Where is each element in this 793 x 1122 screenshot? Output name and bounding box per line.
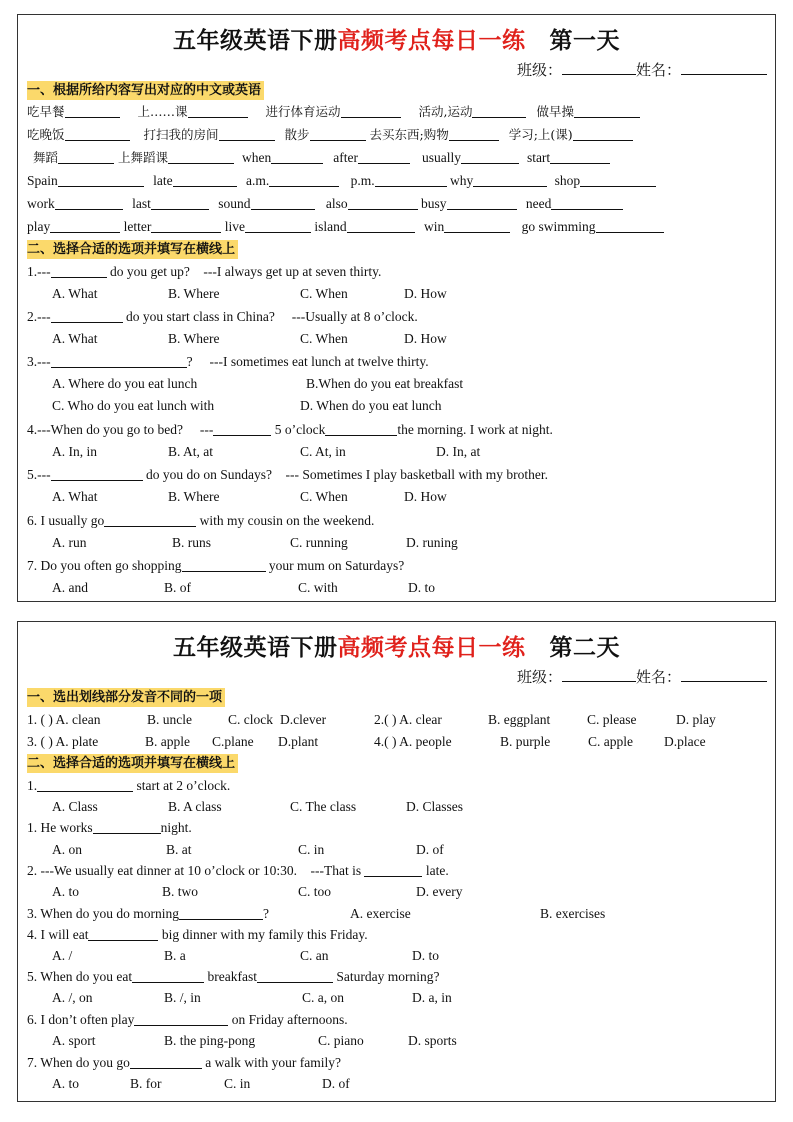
text-fragment: 5.--- (27, 467, 51, 482)
option[interactable]: C. When (300, 489, 348, 504)
question (27, 352, 429, 372)
answer-blank[interactable] (51, 308, 123, 323)
text-fragment: do you get up? (110, 264, 190, 279)
option[interactable]: B. apple (145, 734, 190, 749)
text-fragment: 高频考点每日一练 (337, 27, 526, 54)
text-fragment: 2.--- (27, 309, 51, 324)
text-fragment: 进行体育运动 (265, 104, 341, 119)
vocab-row (27, 102, 640, 122)
question (27, 307, 418, 327)
vocab-row (27, 148, 610, 168)
option[interactable]: B. two (162, 884, 199, 899)
text-fragment: ? (186, 354, 193, 369)
question (27, 925, 368, 945)
text-fragment: 1. (27, 778, 38, 793)
answer-blank[interactable] (51, 353, 187, 368)
answer-blank[interactable] (271, 149, 323, 164)
answer-blank[interactable] (55, 195, 123, 210)
text-fragment: 第二天 (549, 634, 620, 661)
answer-blank[interactable] (257, 968, 333, 983)
answer-blank[interactable] (341, 103, 401, 118)
option[interactable]: B. the ping-pong (164, 1033, 256, 1048)
text-fragment: 姓名： (635, 61, 681, 79)
option[interactable]: B. A class (168, 799, 222, 814)
worksheet-day-1 (17, 14, 776, 602)
option[interactable]: B. Where (168, 489, 220, 504)
text-fragment: on Friday afternoons. (231, 1012, 348, 1027)
answer-blank[interactable] (375, 172, 447, 187)
class-name-line (517, 59, 767, 80)
option[interactable]: D. of (416, 842, 444, 857)
option[interactable]: D. a, in (412, 990, 452, 1005)
option[interactable]: B. at (166, 842, 192, 857)
option[interactable]: D. sports (408, 1033, 457, 1048)
text-fragment: do you do on Sundays? (146, 467, 272, 482)
answer-blank[interactable] (182, 557, 266, 572)
option[interactable]: C. When (300, 331, 348, 346)
text-fragment: ---Usually at 8 o’clock. (291, 309, 418, 324)
worksheet-title (18, 22, 775, 55)
option[interactable]: B. purple (500, 734, 551, 749)
text-fragment: 第一天 (549, 27, 620, 54)
text-fragment: 1.--- (27, 264, 51, 279)
question (27, 420, 553, 440)
text-fragment: 7. When do you go (27, 1055, 130, 1070)
answer-blank[interactable] (151, 195, 209, 210)
text-fragment: your mum on Saturdays? (268, 558, 405, 573)
answer-blank[interactable] (245, 218, 311, 233)
option[interactable]: A. exercise (350, 906, 411, 921)
vocab-row (27, 194, 623, 214)
worksheet-title (18, 629, 775, 662)
vocab-row (27, 125, 633, 145)
text-fragment: last (132, 196, 151, 211)
answer-blank[interactable] (168, 149, 234, 164)
text-fragment: ---I always get up at seven thirty. (203, 264, 382, 279)
option[interactable]: A. on (52, 842, 82, 857)
class-name-line (517, 666, 767, 687)
option[interactable]: A. What (52, 331, 98, 346)
option[interactable]: D. of (322, 1076, 350, 1091)
option[interactable]: C. The class (290, 799, 357, 814)
option[interactable]: C. with (298, 580, 338, 595)
text-fragment: p.m. (350, 173, 375, 188)
option[interactable]: D. Classes (406, 799, 463, 814)
worksheet-day-2 (17, 621, 776, 1102)
option[interactable]: C. a, on (302, 990, 344, 1005)
section-heading: 二、选择合适的选项并填写在横线上 (27, 240, 238, 259)
question (27, 818, 192, 838)
option[interactable]: A. Where do you eat lunch (52, 376, 198, 391)
pron-item[interactable]: 3. ( ) A. plate (27, 734, 99, 749)
question (27, 861, 449, 881)
option[interactable]: D. How (404, 489, 447, 504)
option[interactable]: C. an (300, 948, 329, 963)
text-fragment: breakfast (207, 969, 257, 984)
option[interactable]: C. piano (318, 1033, 364, 1048)
answer-blank[interactable] (348, 195, 418, 210)
question (27, 465, 548, 485)
text-fragment: 散步 (284, 127, 310, 142)
text-fragment: do you start class in China? (126, 309, 275, 324)
option[interactable]: C. in (224, 1076, 251, 1091)
vocab-row (27, 217, 664, 237)
answer-blank[interactable] (473, 172, 547, 187)
text-fragment: 5. When do you eat (27, 969, 133, 984)
answer-blank[interactable] (93, 819, 161, 834)
option[interactable]: D. to (408, 580, 435, 595)
option[interactable]: B. eggplant (488, 712, 551, 727)
answer-blank[interactable] (50, 218, 120, 233)
text-fragment: after (333, 150, 358, 165)
answer-blank[interactable] (51, 263, 107, 278)
text-fragment: 吃晚饭 (27, 127, 65, 142)
text-fragment: 6. I don’t often play (27, 1012, 135, 1027)
text-fragment: Spain (27, 173, 58, 188)
text-fragment: 1. He works (27, 820, 93, 835)
option[interactable]: C. clock (228, 712, 273, 727)
answer-blank[interactable] (58, 172, 144, 187)
answer-blank[interactable] (51, 466, 143, 481)
answer-blank[interactable] (88, 926, 158, 941)
option[interactable]: D.place (664, 734, 706, 749)
text-fragment: 五年级英语下册 (173, 634, 338, 661)
option[interactable]: A. run (52, 535, 87, 550)
option[interactable]: B. for (130, 1076, 162, 1091)
class-blank[interactable] (562, 667, 636, 682)
option[interactable]: C. please (587, 712, 637, 727)
text-fragment: big dinner with my family this Friday. (161, 927, 368, 942)
option[interactable]: B. uncle (147, 712, 192, 727)
option[interactable]: A. What (52, 489, 98, 504)
text-fragment: 2. ---We usually eat dinner at 10 o’clock or 10:30. (27, 863, 297, 878)
text-fragment: letter (123, 219, 152, 234)
option[interactable]: A. /, on (52, 990, 93, 1005)
text-fragment: busy (421, 196, 447, 211)
answer-blank[interactable] (188, 103, 248, 118)
option[interactable]: A. to (52, 884, 79, 899)
text-fragment: 6. I usually go (27, 513, 105, 528)
question (27, 556, 404, 576)
text-fragment: a.m. (246, 173, 270, 188)
text-fragment: ? (263, 906, 269, 921)
option[interactable]: C. running (290, 535, 348, 550)
text-fragment: the morning. I work at night. (397, 422, 553, 437)
section-heading: 一、选出划线部分发音不同的一项 (27, 688, 225, 707)
text-fragment: 吃早餐 (27, 104, 65, 119)
option[interactable]: D. play (676, 712, 716, 727)
answer-blank[interactable] (132, 968, 204, 983)
option[interactable]: A. / (52, 948, 73, 963)
text-fragment: late. (425, 863, 449, 878)
option[interactable]: B. Where (168, 286, 220, 301)
text-fragment: 4. I will eat (27, 927, 89, 942)
answer-blank[interactable] (219, 126, 275, 141)
option[interactable]: D.clever (280, 712, 327, 727)
option[interactable]: A. to (52, 1076, 79, 1091)
section-heading: 二、选择合适的选项并填写在横线上 (27, 754, 238, 773)
answer-blank[interactable] (447, 195, 517, 210)
answer-blank[interactable] (37, 777, 133, 792)
option[interactable]: A. and (52, 580, 88, 595)
text-fragment: island (314, 219, 347, 234)
option[interactable]: D. How (404, 331, 447, 346)
pron-item[interactable]: 2.( ) A. clear (374, 712, 442, 727)
answer-blank[interactable] (58, 149, 114, 164)
text-fragment: late (153, 173, 173, 188)
option[interactable]: B. Where (168, 331, 220, 346)
option[interactable]: A. What (52, 286, 98, 301)
text-fragment: 班级： (516, 61, 562, 79)
option[interactable]: B. of (164, 580, 191, 595)
answer-blank[interactable] (472, 103, 526, 118)
text-fragment: --- (199, 422, 214, 437)
text-fragment: Saturday morning? (336, 969, 440, 984)
option[interactable]: D. How (404, 286, 447, 301)
answer-blank[interactable] (151, 218, 221, 233)
text-fragment: 3.--- (27, 354, 51, 369)
answer-blank[interactable] (596, 218, 664, 233)
answer-blank[interactable] (347, 218, 415, 233)
text-fragment: live (224, 219, 245, 234)
option[interactable]: D. In, at (436, 444, 481, 459)
text-fragment: 舞蹈 (33, 150, 59, 165)
option[interactable]: C. When (300, 286, 348, 301)
question (27, 776, 230, 796)
answer-blank[interactable] (65, 126, 130, 141)
answer-blank[interactable] (173, 172, 237, 187)
answer-blank[interactable] (179, 905, 263, 920)
option[interactable]: B. runs (172, 535, 212, 550)
option[interactable]: C. apple (588, 734, 633, 749)
text-fragment: 姓名： (635, 668, 681, 686)
option[interactable]: C. Who do you eat lunch with (52, 398, 215, 413)
text-fragment: sound (218, 196, 251, 211)
name-blank[interactable] (681, 60, 767, 75)
text-fragment: with my cousin on the weekend. (199, 513, 375, 528)
text-fragment: 去买东西;购物 (369, 127, 449, 142)
text-fragment: 做早操 (536, 104, 574, 119)
answer-blank[interactable] (364, 862, 422, 877)
answer-blank[interactable] (574, 103, 640, 118)
text-fragment: --- Sometimes I play basketball with my brother. (285, 467, 548, 482)
option[interactable]: D.plant (278, 734, 319, 749)
answer-blank[interactable] (325, 421, 397, 436)
answer-blank[interactable] (449, 126, 499, 141)
text-fragment: ---That is (310, 863, 362, 878)
answer-blank[interactable] (358, 149, 410, 164)
question (27, 262, 381, 282)
text-fragment: when (242, 150, 272, 165)
text-fragment: 高频考点每日一练 (337, 634, 526, 661)
text-fragment: 上舞蹈课 (118, 150, 169, 165)
text-fragment: usually (421, 150, 461, 165)
answer-blank[interactable] (65, 103, 120, 118)
answer-blank[interactable] (104, 512, 196, 527)
question (27, 1010, 348, 1030)
text-fragment: 学习;上(课) (508, 127, 573, 142)
pron-item[interactable]: 4.( ) A. people (374, 734, 452, 749)
option[interactable]: C.plane (212, 734, 254, 749)
text-fragment: 班级： (516, 668, 562, 686)
answer-blank[interactable] (130, 1054, 202, 1069)
text-fragment: 打扫我的房间 (143, 127, 219, 142)
answer-blank[interactable] (580, 172, 656, 187)
option[interactable]: D. every (416, 884, 463, 899)
text-fragment: shop (554, 173, 581, 188)
vocab-row (27, 171, 656, 191)
answer-blank[interactable] (551, 195, 623, 210)
option[interactable]: B. exercises (540, 906, 606, 921)
answer-blank[interactable] (134, 1011, 228, 1026)
text-fragment: also (325, 196, 348, 211)
section-heading: 一、根据所给内容写出对应的中文或英语 (27, 81, 264, 100)
option[interactable]: B. At, at (168, 444, 214, 459)
text-fragment: a walk with your family? (205, 1055, 341, 1070)
option[interactable]: A. In, in (52, 444, 97, 459)
option[interactable]: D. runing (406, 535, 458, 550)
option[interactable]: C. At, in (300, 444, 346, 459)
answer-blank[interactable] (550, 149, 610, 164)
text-fragment: need (525, 196, 552, 211)
option[interactable]: B.When do you eat breakfast (306, 376, 464, 391)
option[interactable]: A. Class (52, 799, 98, 814)
text-fragment: why (450, 173, 474, 188)
pron-item[interactable]: 1. ( ) A. clean (27, 712, 101, 727)
text-fragment: go swimming (521, 219, 596, 234)
option[interactable]: D. to (412, 948, 439, 963)
option[interactable]: D. When do you eat lunch (300, 398, 442, 413)
text-fragment: 3. When do you do morning (27, 906, 179, 921)
option[interactable]: C. in (298, 842, 325, 857)
question (27, 511, 374, 531)
text-fragment: ---I sometimes eat lunch at twelve thirty. (209, 354, 429, 369)
option[interactable]: A. sport (52, 1033, 96, 1048)
answer-blank[interactable] (213, 421, 271, 436)
option[interactable]: B. a (164, 948, 186, 963)
text-fragment: 五年级英语下册 (173, 27, 338, 54)
text-fragment: start at 2 o’clock. (136, 778, 231, 793)
question (27, 967, 439, 987)
text-fragment: night. (160, 820, 192, 835)
answer-blank[interactable] (461, 149, 519, 164)
option[interactable]: C. too (298, 884, 332, 899)
text-fragment: 5 o’clock (274, 422, 326, 437)
answer-blank[interactable] (310, 126, 366, 141)
text-fragment: work (27, 196, 55, 211)
text-fragment: play (27, 219, 51, 234)
question (27, 1053, 341, 1073)
answer-blank[interactable] (444, 218, 510, 233)
text-fragment: start (526, 150, 551, 165)
answer-blank[interactable] (573, 126, 633, 141)
text-fragment: win (423, 219, 445, 234)
answer-blank[interactable] (269, 172, 339, 187)
text-fragment: 4.---When do you go to bed? (27, 422, 183, 437)
text-fragment: 7. Do you often go shopping (27, 558, 182, 573)
class-blank[interactable] (562, 60, 636, 75)
answer-blank[interactable] (251, 195, 315, 210)
name-blank[interactable] (681, 667, 767, 682)
option[interactable]: B. /, in (164, 990, 201, 1005)
question (27, 904, 269, 924)
text-fragment: 上……课 (137, 104, 188, 119)
text-fragment: 活动,运动 (418, 104, 473, 119)
